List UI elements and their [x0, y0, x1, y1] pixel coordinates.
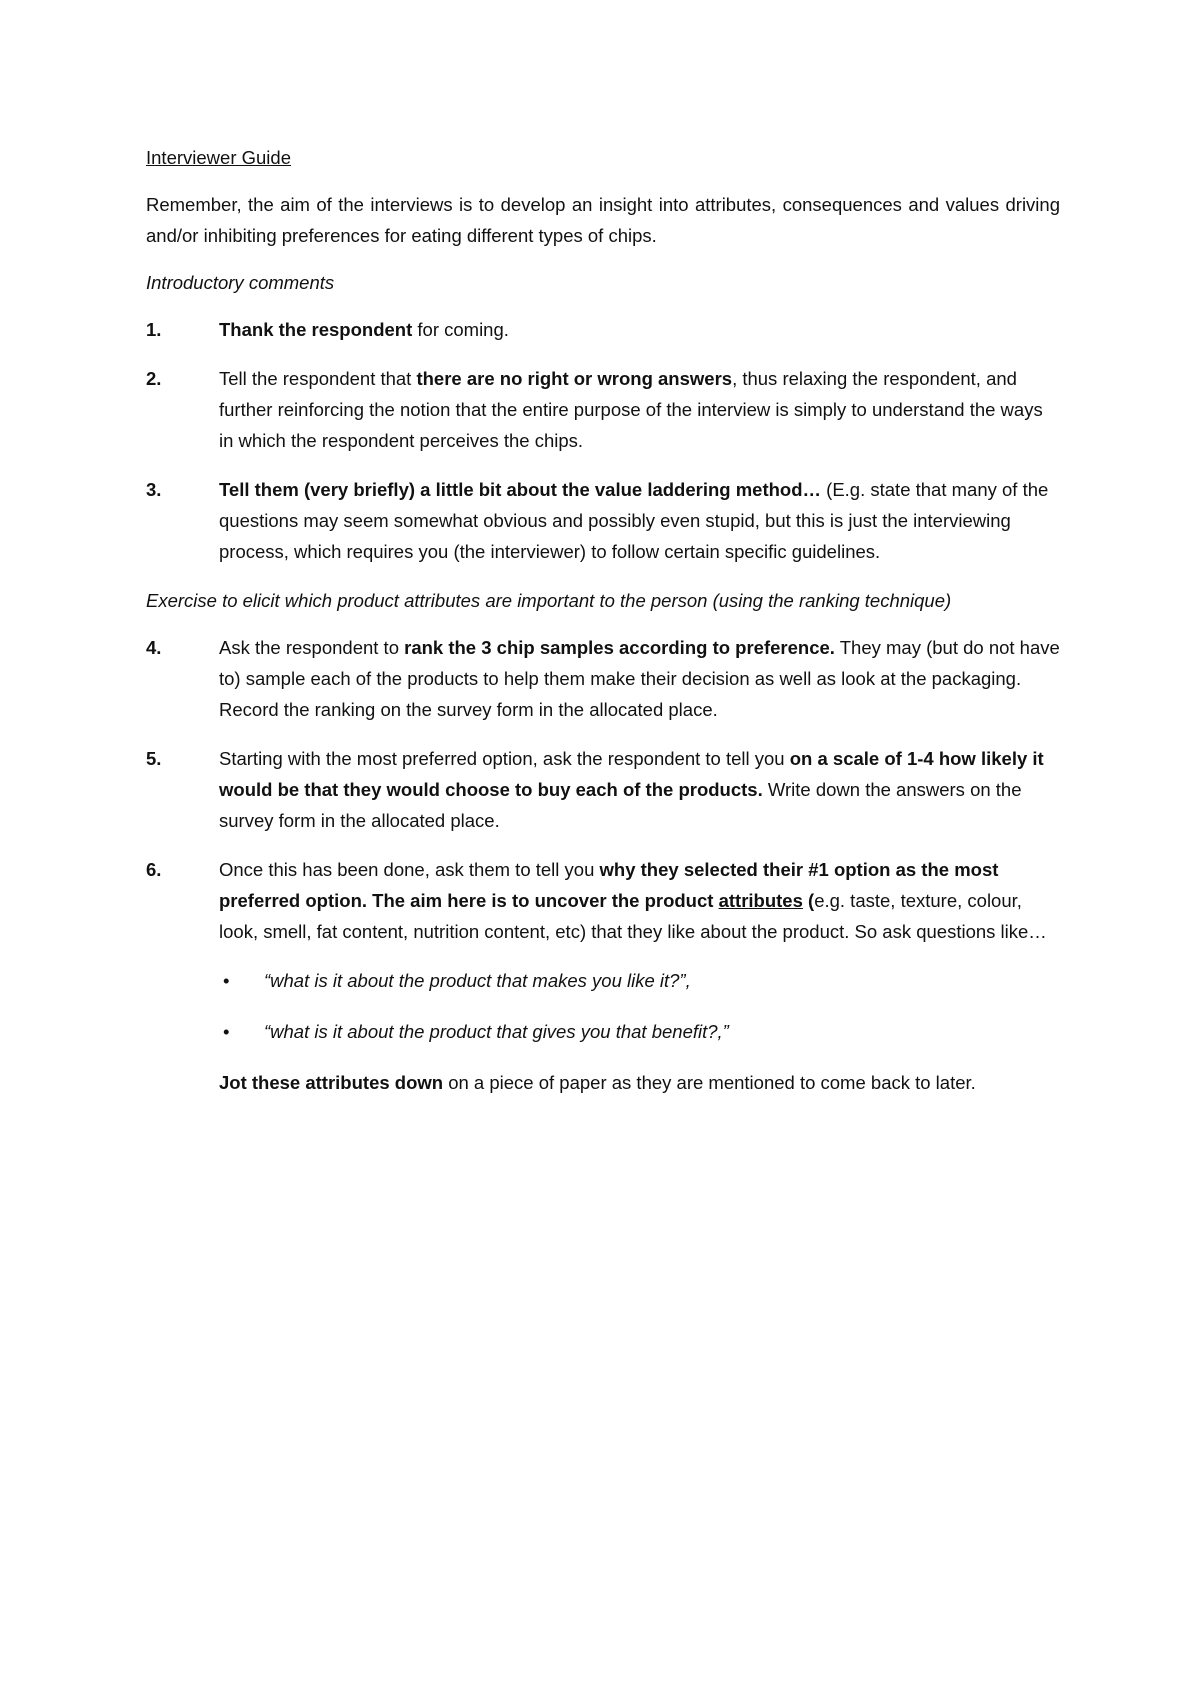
list-item-6: [146, 854, 1060, 947]
emphasis-text: Tell them (very briefly) a little bit about the value laddering method…: [219, 479, 822, 500]
bullet-item-1: [219, 965, 1060, 996]
list-item-text: [219, 314, 1060, 345]
list-number: 6.: [146, 859, 162, 880]
list-item-3: [146, 474, 1060, 567]
emphasis-text: rank the 3 chip samples according to preference.: [404, 637, 835, 658]
bullet-text: “what is it about the product that makes you like it?”,: [264, 970, 691, 991]
list-item-text: [219, 743, 1060, 836]
underlined-term: attributes: [718, 890, 803, 911]
bullet-icon: •: [223, 1021, 230, 1042]
document-title: Interviewer Guide: [146, 147, 291, 168]
bullet-icon: •: [223, 970, 230, 991]
body-text: Ask the respondent to: [219, 637, 405, 658]
list-item-4: [146, 632, 1060, 725]
body-text: Starting with the most preferred option, ask the respondent to tell you: [219, 748, 790, 769]
list-number: 5.: [146, 748, 162, 769]
emphasis-text: there are no right or wrong answers: [416, 368, 733, 389]
closing-paragraph: [219, 1067, 1060, 1098]
list-item-5: [146, 743, 1060, 836]
body-text: They may (but do not have to) sample each of the products to help them make their decision as well as look at the packaging. Record the ranking on the survey form in the allocated place.: [219, 637, 1060, 720]
section-heading-introductory: Introductory comments: [146, 272, 335, 293]
emphasis-text: on a scale of 1-4 how likely it would be that they would choose to buy each of the products.: [219, 748, 1044, 800]
list-item-2: [146, 363, 1060, 456]
section-heading-exercise: Exercise to elicit which product attributes are important to the person (using the ranking technique): [146, 590, 952, 611]
list-item-text: [219, 363, 1060, 456]
emphasis-text: Thank the respondent: [219, 319, 413, 340]
body-text: (E.g. state that many of the questions may seem somewhat obvious and possibly even stupid, but this is just the interviewing process, which requires you (the interviewer) to follow certain specific guidelines.: [219, 479, 1049, 562]
body-text: Tell the respondent that: [219, 368, 417, 389]
list-number: 4.: [146, 637, 162, 658]
bullet-text: “what is it about the product that gives you that benefit?,”: [264, 1021, 729, 1042]
intro-paragraph: Remember, the aim of the interviews is to develop an insight into attributes, consequences and values driving and/or inhibiting preferences for eating different types of chips.: [146, 194, 1060, 246]
bullet-item-2: [219, 1016, 1060, 1047]
list-item-text: [219, 632, 1060, 725]
emphasis-text: why they selected their #1 option as the most preferred option. The aim here is to uncover the product: [219, 859, 999, 911]
body-text: on a piece of paper as they are mentioned to come back to later.: [443, 1072, 976, 1093]
body-text: e.g. taste, texture, colour, look, smell, fat content, nutrition content, etc) that they like about the product. So ask questions like…: [219, 890, 1047, 942]
body-text: Write down the answers on the survey form in the allocated place.: [219, 779, 1022, 831]
emphasis-text: (: [802, 890, 815, 911]
list-item-text: [219, 854, 1060, 947]
list-item-1: [146, 314, 1060, 345]
list-number: 1.: [146, 319, 162, 340]
body-text: for coming.: [412, 319, 509, 340]
list-number: 2.: [146, 368, 162, 389]
emphasis-text: Jot these attributes down: [219, 1072, 444, 1093]
body-text: Once this has been done, ask them to tell you: [219, 859, 600, 880]
list-number: 3.: [146, 479, 162, 500]
body-text: , thus relaxing the respondent, and further reinforcing the notion that the entire purpose of the interview is simply to understand the ways in which the respondent perceives the chips.: [219, 368, 1043, 451]
list-item-text: [219, 474, 1060, 567]
document-content: [146, 142, 1060, 1098]
